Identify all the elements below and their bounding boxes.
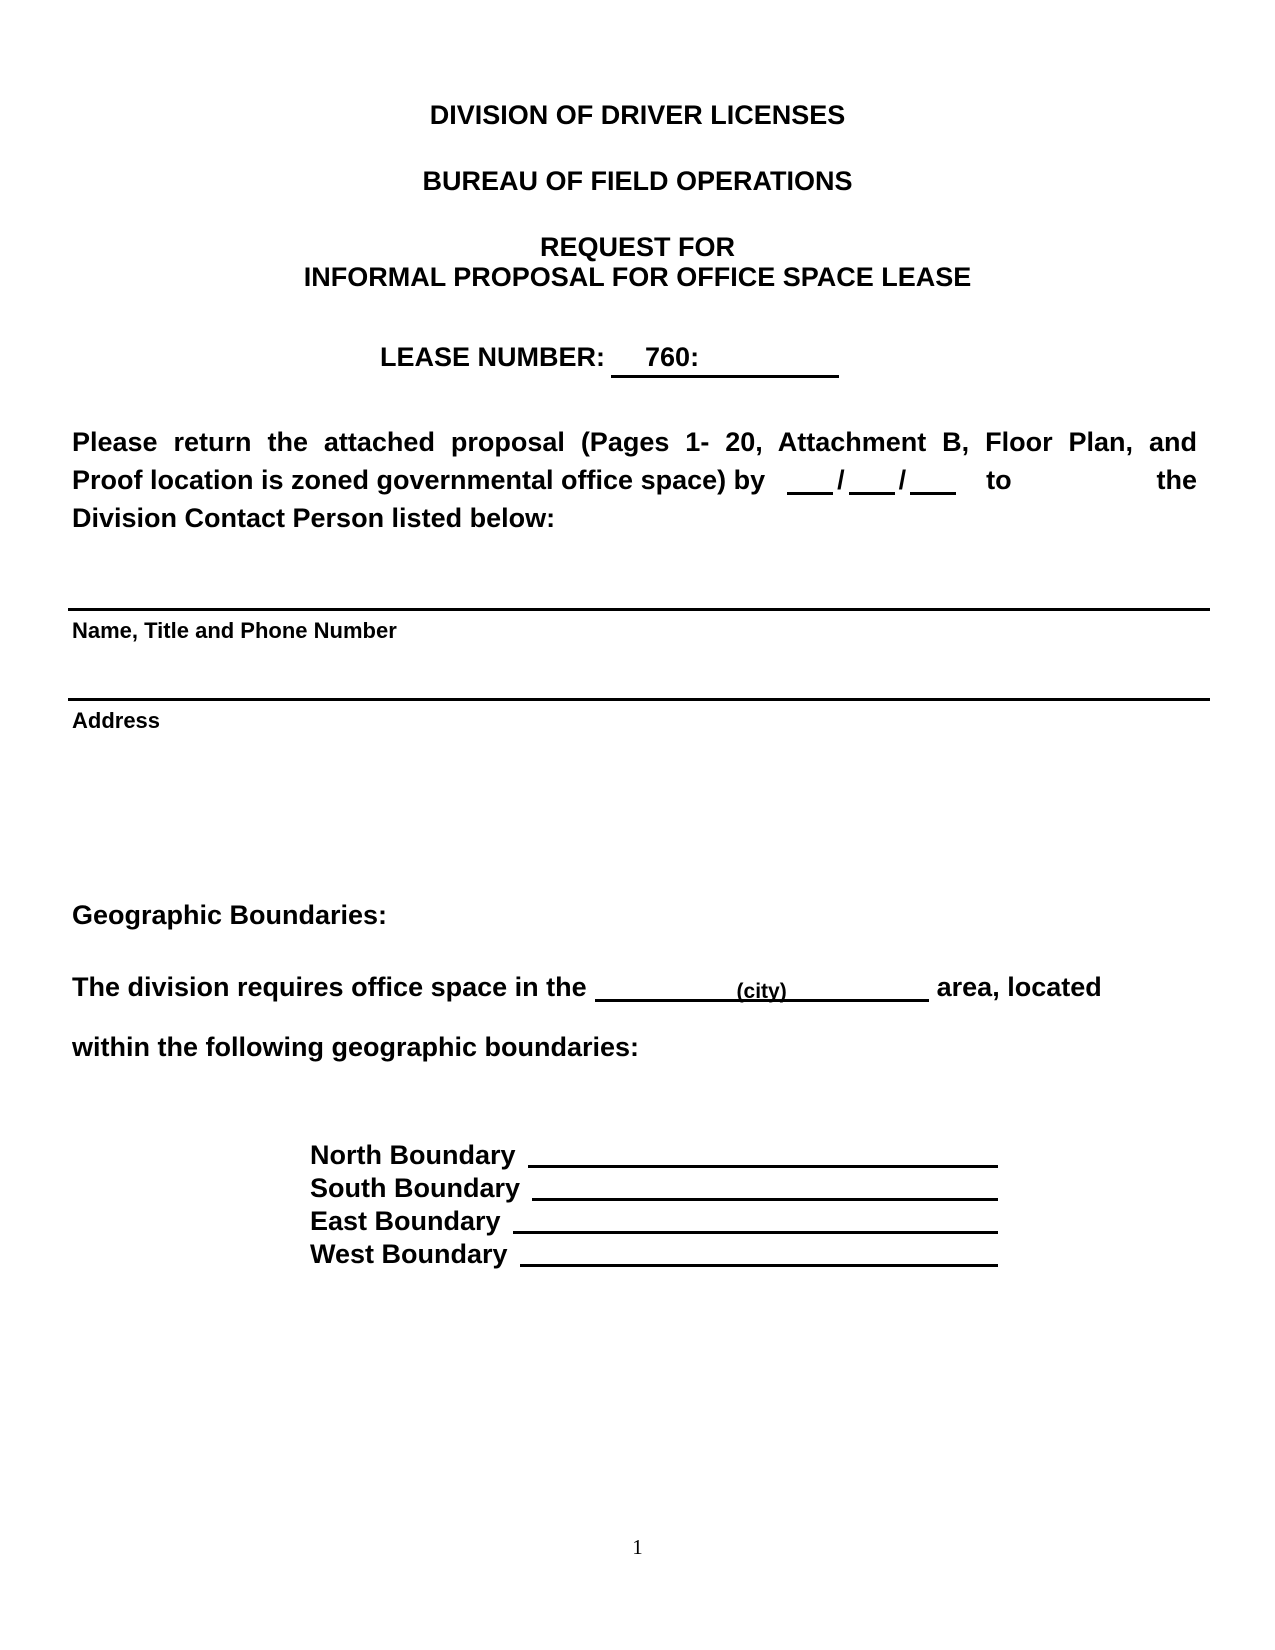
boundary-row-south [310, 1171, 998, 1204]
due-date-group [783, 461, 960, 499]
boundary-row-west [310, 1237, 998, 1270]
city-sentence-before: The division requires office space in the [72, 972, 587, 1002]
intro-line-2-text: Proof location is zoned governmental office space) by [72, 465, 766, 495]
page-number: 1 [632, 1535, 643, 1559]
geographic-boundaries-heading: Geographic Boundaries: [72, 900, 388, 930]
due-date-month-field[interactable] [787, 492, 833, 495]
lease-number-row [380, 342, 839, 378]
west-boundary-label: West Boundary [310, 1239, 508, 1269]
lease-number-field[interactable]: 760: [611, 342, 839, 378]
address-field-line[interactable] [68, 698, 1210, 701]
boundary-row-east [310, 1204, 998, 1237]
city-sentence [72, 972, 1197, 1003]
name-title-phone-label: Name, Title and Phone Number [72, 618, 397, 643]
due-date-year-field[interactable] [910, 492, 956, 495]
east-boundary-label: East Boundary [310, 1206, 501, 1236]
intro-line-2 [72, 461, 1197, 499]
title-request-line1: REQUEST FOR [539, 232, 735, 262]
title-request-line2: INFORMAL PROPOSAL FOR OFFICE SPACE LEASE [303, 262, 972, 292]
intro-paragraph [72, 423, 1197, 537]
address-label: Address [72, 708, 161, 733]
east-boundary-field[interactable] [513, 1231, 998, 1234]
north-boundary-label: North Boundary [310, 1140, 516, 1170]
boundary-list [310, 1138, 998, 1270]
city-caption: (city) [736, 980, 787, 1003]
west-boundary-field[interactable] [520, 1264, 998, 1267]
title-bureau: BUREAU OF FIELD OPERATIONS [422, 166, 853, 196]
intro-line-1: Please return the attached proposal (Pages 1- 20, Attachment B, Floor Plan, and [72, 427, 1197, 457]
name-title-phone-field-line[interactable] [68, 608, 1210, 611]
south-boundary-field[interactable] [532, 1198, 998, 1201]
city-sentence-after: area, located [936, 972, 1102, 1002]
intro-word-the: the [1156, 465, 1197, 495]
date-separator: / [898, 465, 907, 495]
title-division: DIVISION OF DRIVER LICENSES [429, 100, 846, 130]
north-boundary-field[interactable] [528, 1165, 999, 1168]
due-date-day-field[interactable] [849, 492, 895, 495]
intro-line-3: Division Contact Person listed below: [72, 503, 556, 533]
lease-number-label: LEASE NUMBER: [380, 342, 606, 372]
boundaries-sentence: within the following geographic boundaries: [72, 1032, 639, 1062]
boundary-row-north [310, 1138, 998, 1171]
date-separator: / [837, 465, 845, 495]
south-boundary-label: South Boundary [310, 1173, 520, 1203]
intro-word-to: to [986, 465, 1012, 495]
city-field-wrap [595, 972, 929, 1003]
